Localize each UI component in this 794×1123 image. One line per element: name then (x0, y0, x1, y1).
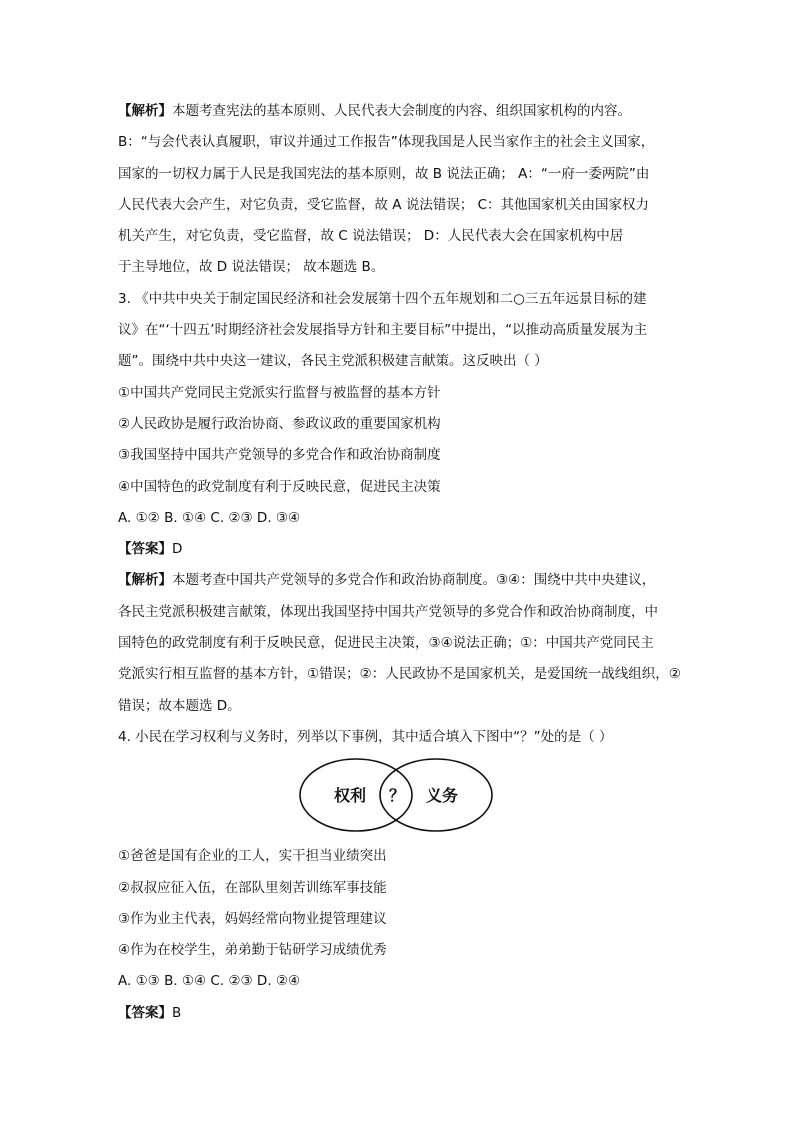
answer-value: B (172, 1004, 182, 1021)
q3-analysis-line-4: 党派实行相互监督的基本方针，①错误；②：人民政协不是国家机关，是爱国统一战线组织，② (118, 666, 681, 683)
q3-option-2: ②人民政协是履行政治协商、参政议政的重要国家机构 (118, 415, 441, 432)
q4-stem: 4. 小民在学习权利与义务时，列举以下事例，其中适合填入下图中“？”处的是（ ） (118, 728, 613, 745)
q3-analysis-line-2: 各民主党派积极建言献策，体现出我国坚持中国共产党领导的多党合作和政治协商制度，中 (118, 603, 658, 620)
q3-stem-line-1: 3. 《中共中央关于制定国民经济和社会发展第十四个五年规划和二○三五年远景目标的建 (118, 290, 647, 307)
analysis-line-2: B：“与会代表认真履职，审议并通过工作报告”体现我国是人民当家作主的社会主义国家， (118, 134, 655, 151)
analysis-tag: 【解析】 (118, 572, 172, 589)
q3-option-1: ①中国共产党同民主党派实行监督与被监督的基本方针 (118, 384, 441, 401)
q4-option-1: ①爸爸是国有企业的工人，实干担当业绩突出 (118, 848, 387, 865)
q3-option-4: ④中国特色的政党制度有利于反映民意，促进民主决策 (118, 478, 441, 495)
q4-option-4: ④作为在校学生，弟弟勤于钻研学习成绩优秀 (118, 942, 387, 959)
analysis-line-6: 于主导地位，故 D 说法错误； 故本题选 B。 (118, 259, 385, 276)
q3-stem-line-3: 题”。围绕中共中央这一建议，各民主党派积极建言献策。这反映出（ ） (118, 353, 548, 370)
answer-value: D (172, 541, 183, 558)
answer-tag: 【答案】 (118, 541, 172, 558)
q3-analysis-line-3: 国特色的政党制度有利于反映民意，促进民主决策，③④说法正确；①：中国共产党同民主 (118, 635, 654, 652)
analysis-line-4: 人民代表大会产生，对它负责，受它监督，故 A 说法错误； C：其他国家机关由国家权力 (118, 196, 650, 213)
q4-choices: A. ①③ B. ①④ C. ②③ D. ②④ (118, 973, 301, 990)
duties-label: 义务 (426, 786, 459, 806)
venn-diagram-svg (298, 757, 494, 835)
q3-analysis-line-5: 错误；故本题选 D。 (118, 697, 241, 714)
venn-diagram (118, 757, 678, 835)
q3-analysis-line-1 (118, 569, 678, 591)
analysis-line-3: 国家的一切权力属于人民是我国宪法的基本原则，故 B 说法正确； A：“一府一委两院”由 (118, 165, 650, 182)
analysis-tag: 【解析】 (118, 103, 172, 119)
q3-stem-line-2: 议》在“‘十四五’时期经济社会发展指导方针和主要目标”中提出，“以推动高质量发展为主 (118, 322, 648, 339)
q4-option-2: ②叔叔应征入伍，在部队里刻苦训练军事技能 (118, 879, 387, 896)
analysis-text: 本题考查宪法的基本原则、人民代表大会制度的内容、组织国家机构的内容。 (172, 103, 631, 119)
answer-tag: 【答案】 (118, 1004, 172, 1021)
question-mark-label: ？ (389, 786, 406, 806)
document-body (118, 100, 681, 1033)
q4-option-3: ③作为业主代表，妈妈经常向物业提管理建议 (118, 910, 387, 927)
q3-option-3: ③我国坚持中国共产党领导的多党合作和政治协商制度 (118, 447, 441, 464)
q3-choices: A. ①② B. ①④ C. ②③ D. ③④ (118, 509, 301, 526)
analysis-line-5: 机关产生，对它负责，受它监督，故 C 说法错误； D：人民代表大会在国家机构中居 (118, 228, 624, 245)
q4-answer (118, 1002, 678, 1024)
q3-answer (118, 538, 678, 560)
analysis-line-1 (118, 100, 678, 122)
analysis-text: 本题考查中国共产党领导的多党合作和政治协商制度。③④：围绕中共中央建议， (172, 572, 656, 589)
rights-label: 权利 (334, 786, 367, 806)
